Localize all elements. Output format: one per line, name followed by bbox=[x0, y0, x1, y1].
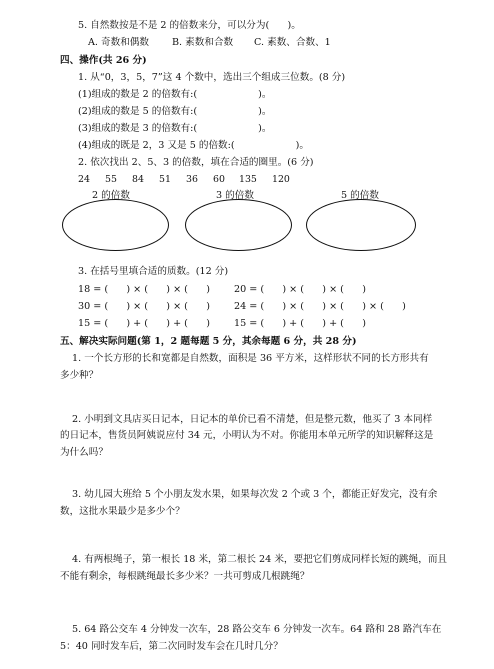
problem-2-line-1: 2. 小明到文具店买日记本，日记本的单价已看不清楚，但是整元数，他买了 3 本同样 bbox=[72, 414, 433, 425]
problem-1-line-2: 多少种？ bbox=[60, 370, 99, 381]
prime-equation: 24 = ( ) × ( ) × ( ) × ( ) bbox=[234, 301, 406, 312]
prime-equation: 15 = ( ) + ( ) + ( ) bbox=[78, 318, 210, 329]
number-item: 60 bbox=[213, 174, 225, 185]
number-item: 84 bbox=[132, 174, 144, 185]
multiples-of-5-circle[interactable] bbox=[306, 199, 416, 251]
s4-q1-item-4: (4)组成的既是 2，3 又是 5 的倍数:( )。 bbox=[78, 140, 309, 151]
number-item: 120 bbox=[272, 174, 290, 185]
number-item: 51 bbox=[159, 174, 171, 185]
s4-q1-item-3: (3)组成的数是 3 的倍数有:( )。 bbox=[78, 123, 272, 134]
multiples-of-2-circle[interactable] bbox=[62, 199, 169, 251]
problem-4-line-2: 不能有剩余，每根跳绳最长多少米？一共可剪成几根跳绳？ bbox=[60, 571, 310, 582]
section5-title: 五、解决实际问题(第 1，2 题每题 5 分，其余每题 6 分，共 28 分) bbox=[60, 336, 357, 347]
s4-q2-stem: 2. 依次找出 2、5、3 的倍数，填在合适的圈里。(6 分) bbox=[78, 157, 314, 168]
problem-5-line-1: 5. 64 路公交车 4 分钟发一次车，28 路公交车 6 分钟发一次车。64 路和 28 路汽车在 bbox=[72, 624, 442, 635]
circle-label-5: 5 的倍数 bbox=[341, 190, 379, 201]
q5-stem: 5. 自然数按是不是 2 的倍数来分，可以分为( )。 bbox=[78, 20, 301, 31]
problem-5-line-2: 5：40 同时发车后，第二次同时发车会在几时几分？ bbox=[60, 641, 283, 652]
problem-2-line-2: 的日记本，售货员阿姨说应付 34 元，小明认为不对。你能用本单元所学的知识解释这是 bbox=[60, 430, 434, 441]
number-item: 135 bbox=[239, 174, 257, 185]
problem-3-line-1: 3. 幼儿园大班给 5 个小朋友发水果，如果每次发 2 个或 3 个，都能正好发完，没有余 bbox=[72, 489, 438, 500]
s4-q1-item-1: (1)组成的数是 2 的倍数有:( )。 bbox=[78, 89, 272, 100]
s4-q1-stem: 1. 从“0，3，5，7”这 4 个数中，选出三个组成三位数。(8 分) bbox=[78, 72, 346, 83]
problem-1-line-1: 1. 一个长方形的长和宽都是自然数，面积是 36 平方米，这样形状不同的长方形共有 bbox=[72, 353, 429, 364]
number-item: 24 bbox=[78, 174, 90, 185]
q5-option-a: A. 奇数和偶数 bbox=[88, 37, 149, 48]
problem-2-line-3: 为什么吗？ bbox=[60, 447, 108, 458]
s4-q1-item-2: (2)组成的数是 5 的倍数有:( )。 bbox=[78, 106, 272, 117]
prime-equation: 18 = ( ) × ( ) × ( ) bbox=[78, 284, 210, 295]
circle-label-2: 2 的倍数 bbox=[92, 190, 130, 201]
prime-equation: 30 = ( ) × ( ) × ( ) bbox=[78, 301, 210, 312]
multiples-of-3-circle[interactable] bbox=[185, 199, 292, 251]
circle-label-3: 3 的倍数 bbox=[216, 190, 254, 201]
section4-title: 四、操作(共 26 分) bbox=[60, 55, 147, 66]
problem-4-line-1: 4. 有两根绳子，第一根长 18 米，第二根长 24 米，要把它们剪成同样长短的跳绳，而且 bbox=[72, 554, 448, 565]
number-item: 36 bbox=[186, 174, 198, 185]
q5-option-c: C. 素数、合数、1 bbox=[254, 37, 331, 48]
prime-equation: 20 = ( ) × ( ) × ( ) bbox=[234, 284, 366, 295]
prime-equation: 15 = ( ) + ( ) + ( ) bbox=[234, 318, 366, 329]
number-item: 55 bbox=[105, 174, 117, 185]
s4-q3-stem: 3. 在括号里填合适的质数。(12 分) bbox=[78, 266, 229, 277]
problem-3-line-2: 数，这批水果最少是多少个？ bbox=[60, 506, 185, 517]
q5-option-b: B. 素数和合数 bbox=[172, 37, 234, 48]
